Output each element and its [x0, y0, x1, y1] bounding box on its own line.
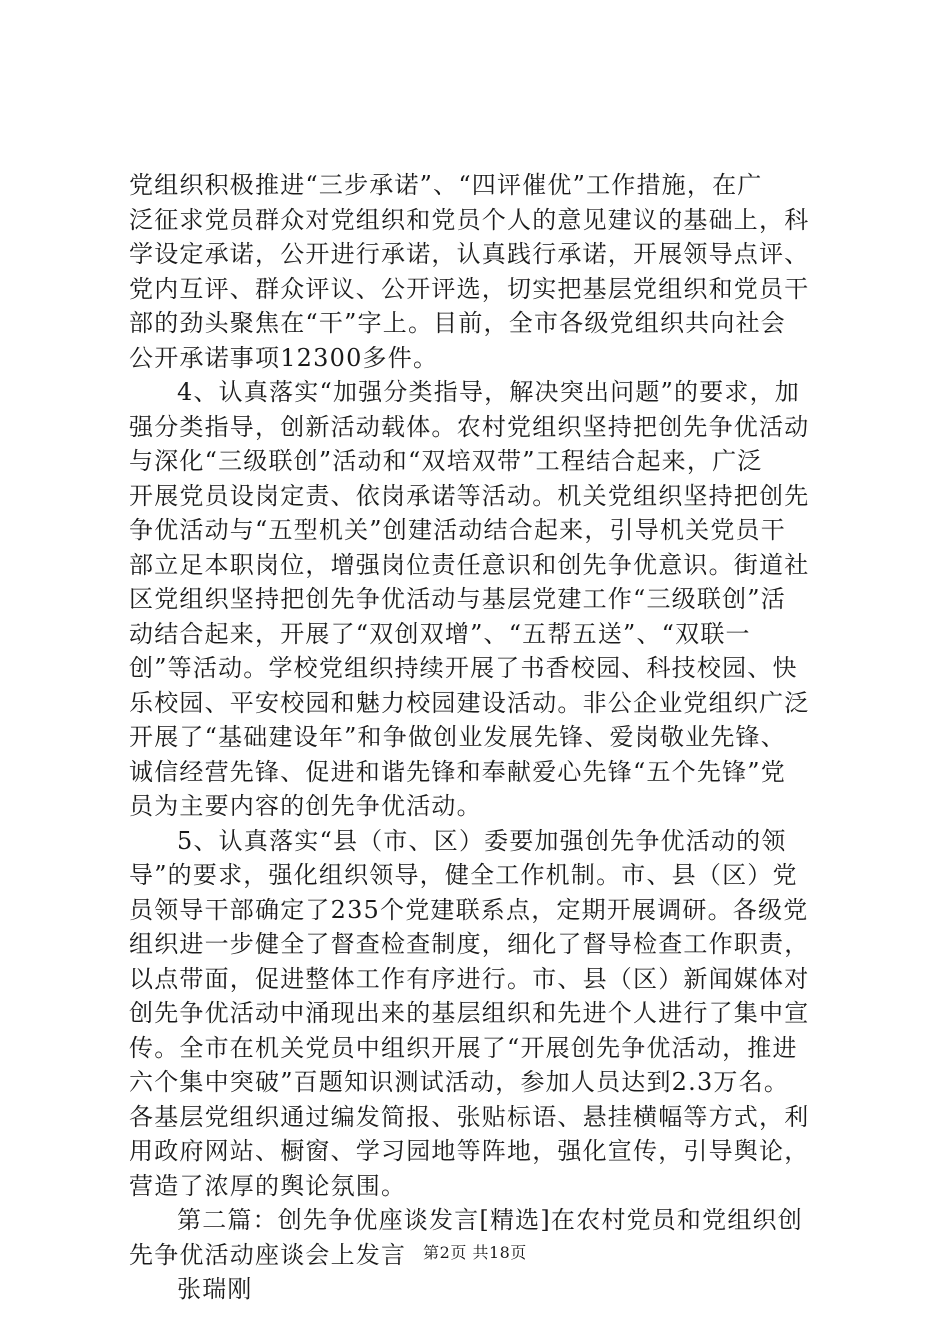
text-line: 诚信经营先锋、促进和谐先锋和奉献爱心先锋“五个先锋”党	[129, 757, 786, 786]
text-line: 强分类指导，创新活动载体。农村党组织坚持把创先争优活动	[129, 412, 810, 441]
text-line: 区党组织坚持把创先争优活动与基层党建工作“三级联创”活	[129, 585, 786, 613]
text-line: 创”等活动。学校党组织持续开展了书香校园、科技校园、快	[129, 654, 798, 682]
text-line: 争优活动与“五型机关”创建活动结合起来，引导机关党员干	[129, 516, 786, 544]
text-line: 部立足本职岗位，增强岗位责任意识和创先争优意识。街道社	[129, 550, 810, 579]
text-line: 导”的要求，强化组织领导，健全工作机制。市、县（区）党	[129, 861, 798, 889]
paragraph-start-line: 5、认真落实“县（市、区）委要加强创先争优活动的领	[177, 826, 787, 855]
text-line: 创先争优活动中涌现出来的基层组织和先进个人进行了集中宣	[129, 999, 810, 1027]
paragraph-start-line: 4、认真落实“加强分类指导，解决突出问题”的要求，加	[177, 378, 801, 406]
text-line: 泛征求党员群众对党组织和党员个人的意见建议的基础上，科	[129, 205, 810, 234]
text-line: 各基层党组织通过编发简报、张贴标语、悬挂横幅等方式，利	[129, 1102, 810, 1131]
text-line: 党内互评、群众评议、公开评选，切实把基层党组织和党员干	[129, 274, 810, 303]
text-line: 开展党员设岗定责、依岗承诺等活动。机关党组织坚持把创先	[129, 481, 810, 510]
text-line: 员为主要内容的创先争优活动。	[129, 792, 482, 820]
text-line: 开展了“基础建设年”和争做创业发展先锋、爱岗敬业先锋、	[129, 723, 786, 751]
text-line: 营造了浓厚的舆论氛围。	[129, 1171, 407, 1200]
text-line: 动结合起来，开展了“双创双增”、“五帮五送”、“双联一	[129, 619, 751, 648]
document-body	[129, 168, 835, 1307]
text-line: 员领导干部确定了235个党建联系点，定期开展调研。各级党	[129, 895, 809, 924]
text-line: 部的劲头聚焦在“干”字上。目前，全市各级党组织共向社会	[129, 309, 786, 337]
section-heading-line: 先争优活动座谈会上发言	[129, 1240, 407, 1269]
text-line: 党组织积极推进“三步承诺”、“四评催优”工作措施，在广	[129, 171, 763, 199]
text-line: 以点带面，促进整体工作有序进行。市、县（区）新闻媒体对	[129, 964, 810, 993]
text-line: 传。全市在机关党员中组织开展了“开展创先争优活动，推进	[129, 1033, 798, 1062]
text-line: 公开承诺事项12300多件。	[129, 343, 439, 372]
text-line: 学设定承诺，公开进行承诺，认真践行承诺，开展领导点评、	[129, 240, 810, 268]
text-line: 用政府网站、橱窗、学习园地等阵地，强化宣传，引导舆论，	[129, 1137, 810, 1165]
text-line: 六个集中突破”百题知识测试活动，参加人员达到2.3万名。	[129, 1068, 790, 1096]
author-name: 张瑞刚	[177, 1275, 253, 1303]
text-line: 组织进一步健全了督查检查制度，细化了督导检查工作职责，	[129, 930, 810, 958]
page-number-footer: 第2页 共18页	[423, 1243, 527, 1262]
section-heading-line: 第二篇：创先争优座谈发言[精选]在农村党员和党组织创	[177, 1206, 803, 1234]
text-line: 与深化“三级联创”活动和“双培双带”工程结合起来，广泛	[129, 447, 763, 475]
text-line: 乐校园、平安校园和魅力校园建设活动。非公企业党组织广泛	[129, 688, 810, 717]
